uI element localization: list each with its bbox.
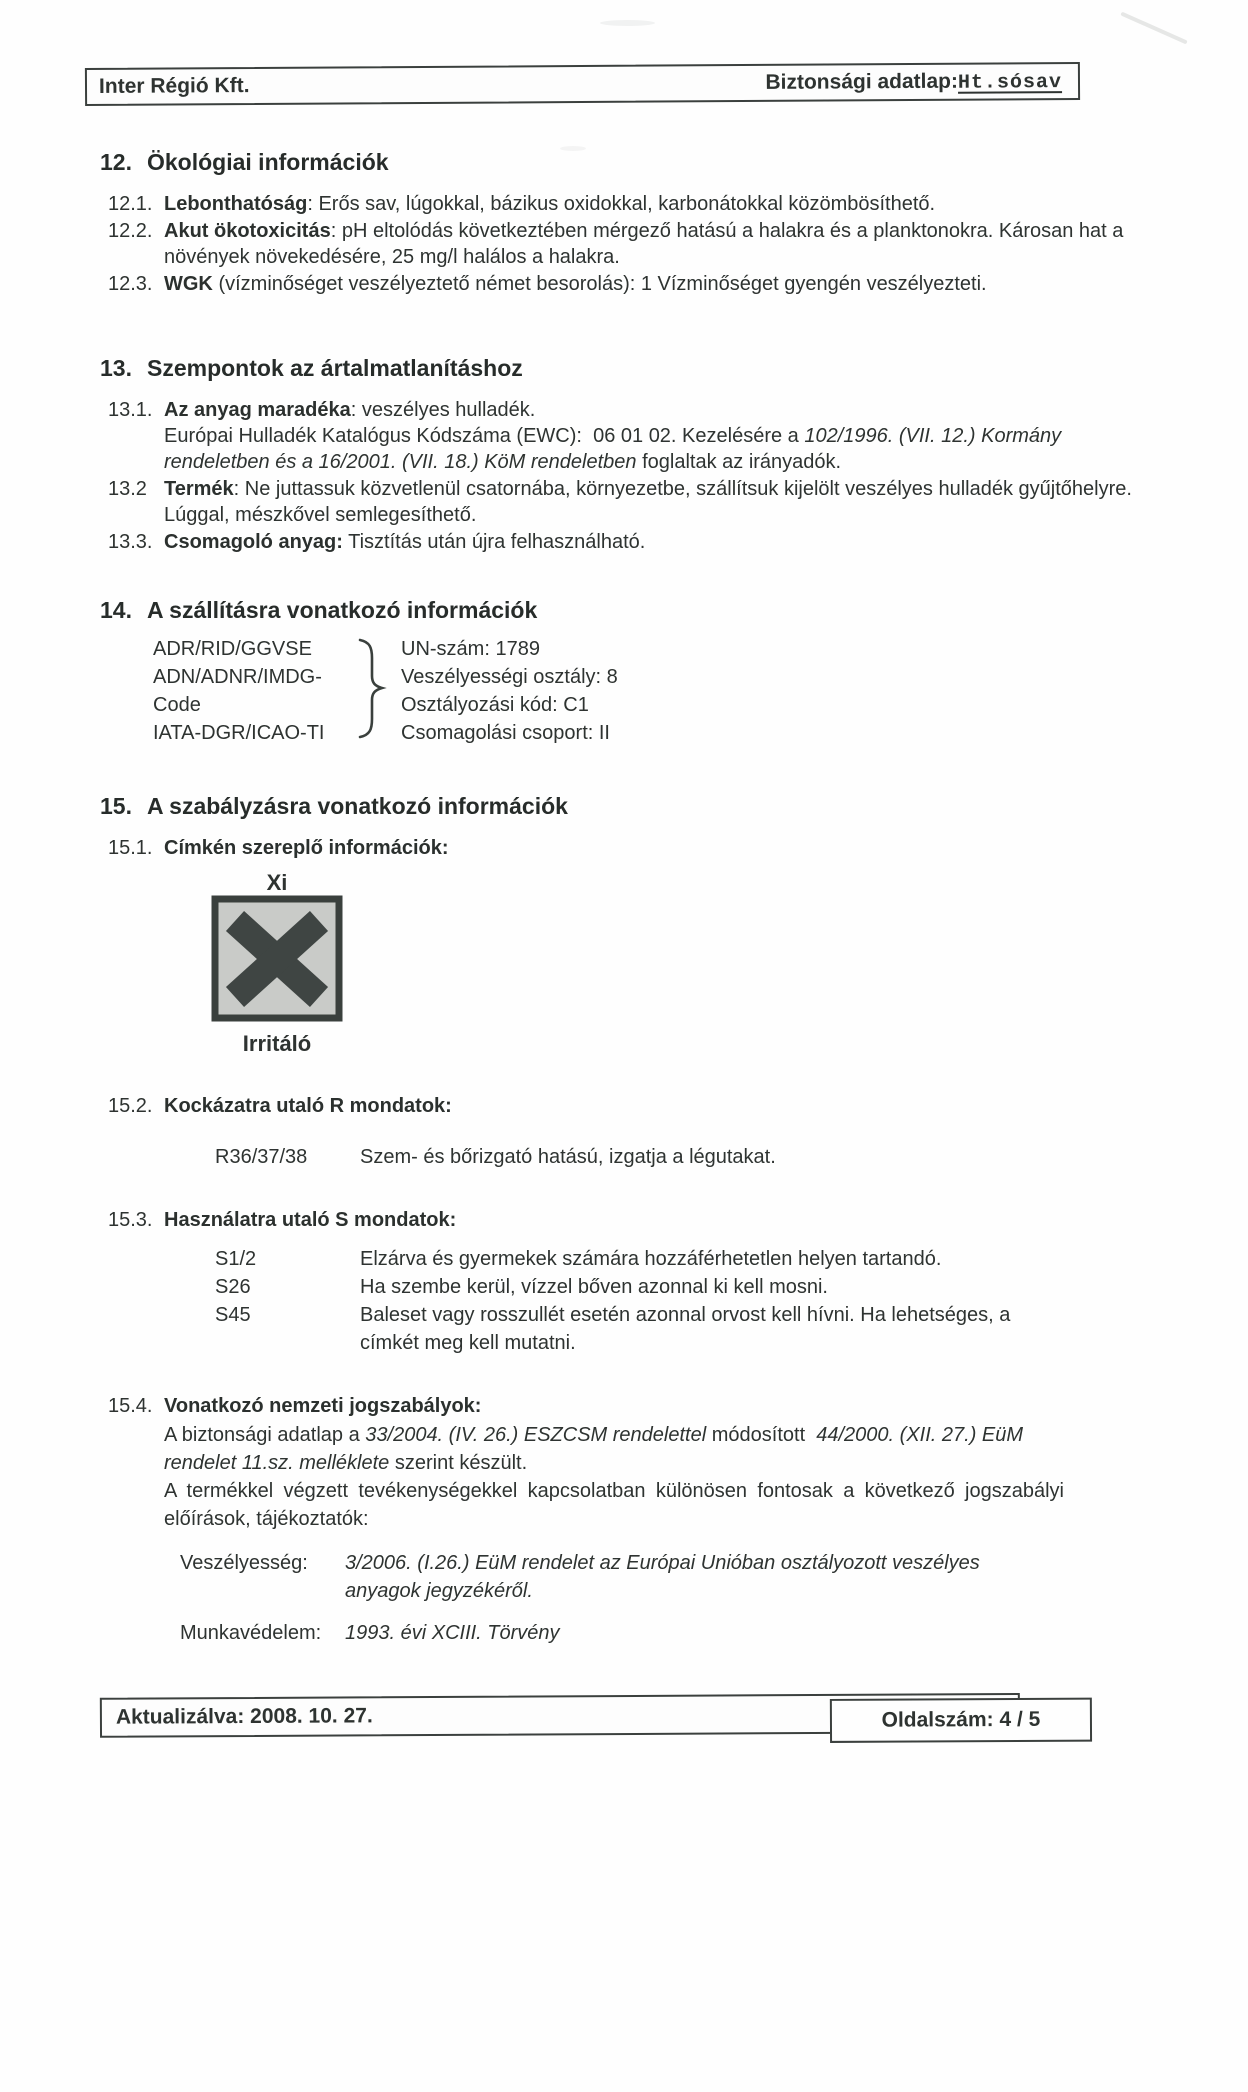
section-title: Ökológiai információk	[147, 149, 389, 175]
s-phrase-row	[215, 1245, 1158, 1273]
scan-smudge-artifact	[600, 20, 655, 26]
r-phrase-code: R36/37/38	[215, 1146, 308, 1168]
section-15-heading	[100, 791, 1158, 821]
packing-group: Csomagolási csoport: II	[401, 722, 610, 744]
law-row-text: 1993. évi XCIII. Törvény	[345, 1622, 560, 1644]
page-header	[85, 62, 1080, 106]
transport-properties	[401, 635, 618, 747]
section-number: 15.	[100, 793, 132, 819]
s-phrase-code: S26	[215, 1276, 251, 1298]
item-15-1: 15.1. Címkén szereplő információk:	[108, 837, 449, 859]
section-14-heading	[100, 595, 1158, 625]
related-regulations-paragraph: A termékkel végzett tevékenységekkel kapcsolatban különösen fontosak a következő jogszabályi előírások, tájékoztatók:	[164, 1480, 1064, 1530]
irritant-cross-icon	[211, 895, 343, 1022]
un-number: UN-szám: 1789	[401, 638, 540, 660]
transport-code: IATA-DGR/ICAO-TI	[153, 722, 325, 744]
updated-date-box: Aktualizálva: 2008. 10. 27.	[100, 1693, 1020, 1738]
law-row	[180, 1549, 1158, 1605]
section-disposal-considerations	[100, 353, 1158, 555]
law-row-label: Veszélyesség:	[180, 1552, 308, 1574]
page-number-box: Oldalszám: 4 / 5	[830, 1698, 1092, 1743]
section-13-heading	[100, 353, 1158, 383]
section-title: Szempontok az ártalmatlanításhoz	[147, 355, 523, 381]
section-transport-information	[100, 595, 1158, 747]
document-title-label: Biztonsági adatlap:	[765, 69, 959, 94]
s-phrase-text: Elzárva és gyermekek számára hozzáférhetetlen helyen tartandó.	[360, 1248, 942, 1270]
item-13-1: 13.1. Az anyag maradéka: veszélyes hulladék. Európai Hulladék Katalógus Kódszáma (EWC): 06 01 02. Kezelésére a 102/1996. (VII. 12.) Kormány rendeletben és a 16/2001. (VII. 18.) KöM rendeletben foglaltak az irányadók.	[108, 399, 1067, 473]
scan-smudge-artifact	[1120, 12, 1187, 45]
transport-regulation-codes	[153, 635, 355, 747]
section-number: 13.	[100, 355, 132, 381]
r-phrase-text: Szem- és bőrizgató hatású, izgatja a légutakat.	[360, 1146, 776, 1168]
document-title	[765, 69, 1062, 96]
classification-code: Osztályozási kód: C1	[401, 694, 589, 716]
hazard-class: Veszélyességi osztály: 8	[401, 666, 618, 688]
s-phrase-code: S45	[215, 1304, 251, 1326]
hazard-symbol-caption: Irritáló	[242, 1031, 312, 1056]
transport-code: ADN/ADNR/IMDG-Code	[153, 666, 322, 716]
national-regulation-paragraph: A biztonsági adatlap a 33/2004. (IV. 26.) ESZCSM rendelettel módosított 44/2000. (XII. 27.) EüM rendelet 11.sz. melléklete szerint készült.	[164, 1424, 1029, 1474]
section-number: 14.	[100, 597, 132, 623]
item-13-2: 13.2 Termék: Ne juttassuk közvetlenül csatornába, környezetbe, szállítsuk kijelölt veszélyes hulladék gyűjtőhelyre. Lúggal, mészkővel semlegesíthető.	[108, 478, 1138, 526]
hazard-symbol-block	[211, 871, 343, 1057]
s-phrase-row	[215, 1301, 1158, 1357]
page-footer	[100, 1692, 1158, 1768]
section-12-heading	[100, 147, 1158, 177]
item-12-1: 12.1. Lebonthatóság: Erős sav, lúgokkal, bázikus oxidokkal, karbonátokkal közömbösíthető.	[108, 193, 936, 215]
item-12-2: 12.2. Akut ökotoxicitás: pH eltolódás következtében mérgező hatású a halakra és a planktonokra. Károsan hat a növények növekedésére, 25 mg/l halálos a halakra.	[108, 220, 1129, 268]
item-15-4: 15.4. Vonatkozó nemzeti jogszabályok:	[108, 1395, 482, 1417]
section-title: A szabályzásra vonatkozó információk	[147, 793, 568, 819]
law-row	[180, 1619, 1158, 1647]
r-phrase-row	[215, 1143, 1158, 1171]
s-phrase-code: S1/2	[215, 1248, 257, 1270]
item-15-3: 15.3. Használatra utaló S mondatok:	[108, 1209, 457, 1231]
law-row-label: Munkavédelem:	[180, 1622, 322, 1644]
section-title: A szállításra vonatkozó információk	[147, 597, 538, 623]
company-name: Inter Régió Kft.	[98, 74, 250, 98]
transport-code: ADR/RID/GGVSE	[153, 638, 312, 660]
item-15-2: 15.2. Kockázatra utaló R mondatok:	[108, 1095, 452, 1117]
law-row-text: 3/2006. (I.26.) EüM rendelet az Európai Unióban osztályozott veszélyes anyagok jegyzékéről.	[345, 1552, 980, 1602]
law-reference-rows	[180, 1549, 1158, 1647]
curly-brace-icon	[355, 637, 387, 741]
product-name: Ht.sósav	[957, 70, 1063, 95]
s-phrase-row	[215, 1273, 1158, 1301]
transport-classification-block	[153, 635, 1158, 747]
item-12-3: 12.3. WGK (vízminőséget veszélyeztető német besorolás): 1 Vízminőséget gyengén veszélyezteti.	[108, 273, 987, 295]
s-phrase-text: Baleset vagy rosszullét esetén azonnal orvost kell hívni. Ha lehetséges, a címkét meg kell mutatni.	[360, 1304, 1011, 1354]
scan-smudge-artifact	[560, 146, 586, 151]
section-regulatory-information	[100, 791, 1158, 1647]
s-phrase-text: Ha szembe kerül, vízzel bőven azonnal ki kell mosni.	[360, 1276, 828, 1298]
s-phrases	[215, 1245, 1158, 1357]
hazard-symbol-code: Xi	[266, 870, 288, 895]
item-13-3: 13.3. Csomagoló anyag: Tisztítás után újra felhasználható.	[108, 531, 646, 553]
section-ecological-information	[100, 147, 1158, 297]
r-phrases	[215, 1143, 1158, 1171]
section-number: 12.	[100, 149, 132, 175]
